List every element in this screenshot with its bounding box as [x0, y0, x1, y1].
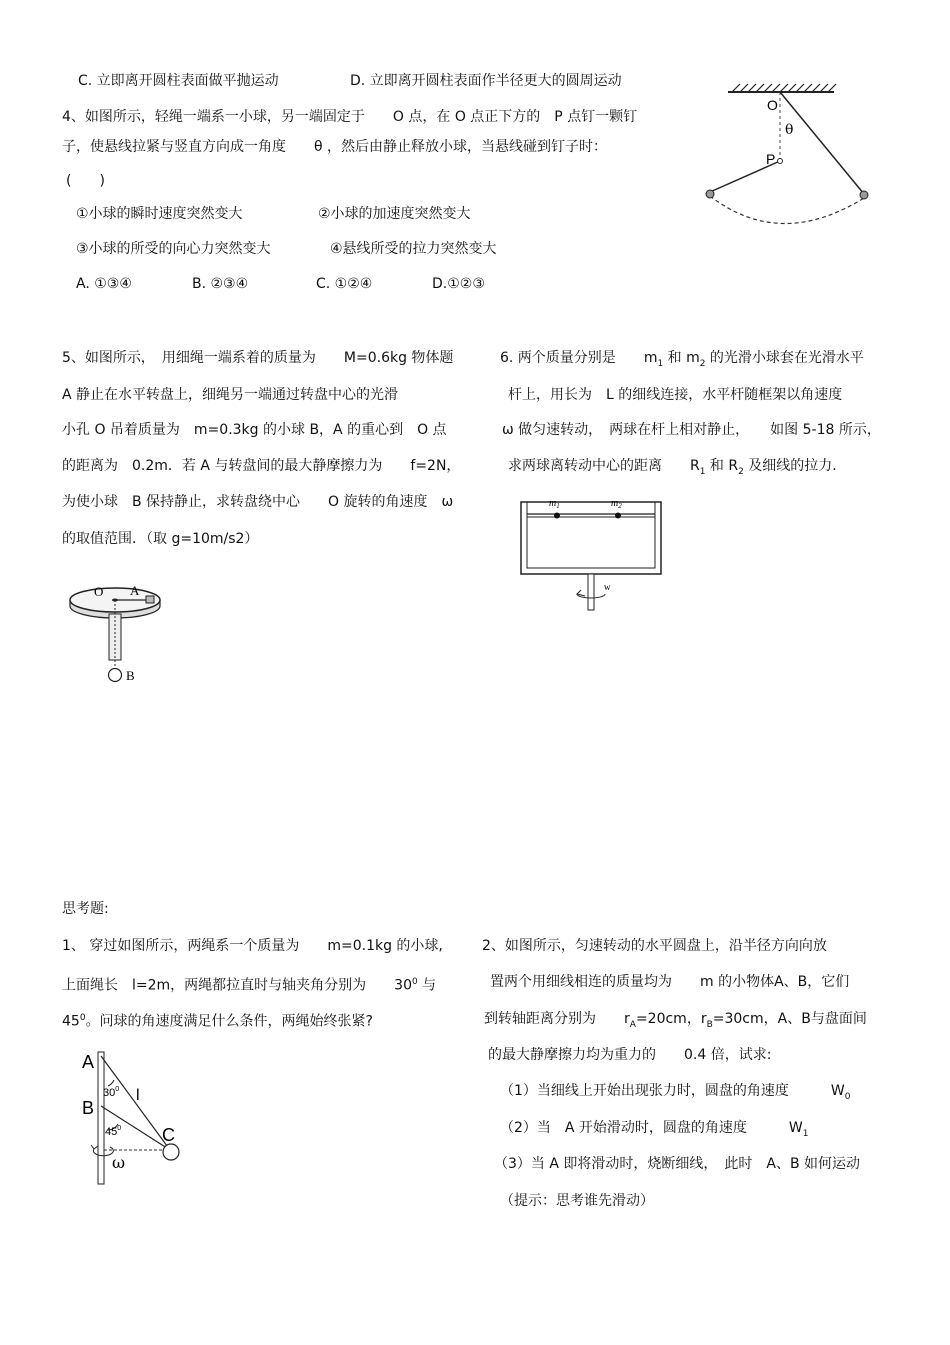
- q5-label-o: O: [94, 584, 104, 599]
- q5-line5: 为使小球 B 保持静止，求转盘绕中心 O 旋转的角速度 ω: [62, 494, 454, 510]
- q4-nail-p: [778, 159, 783, 164]
- q4-option-b: B. ②③④: [192, 276, 249, 292]
- q5-label-a: A: [130, 583, 140, 598]
- q6-line4-end: 及细线的拉力.: [748, 458, 837, 474]
- t2-part1-text: （1）当细线上开始出现张力时，圆盘的角速度 W: [500, 1083, 845, 1099]
- q5-line4: 的距离为 0.2m．若 A 与转盘间的最大静摩擦力为 f=2N，: [62, 458, 461, 474]
- t2-part3: （3）当 A 即将滑动时，烧断细线， 此时 A、B 如何运动: [494, 1156, 861, 1172]
- t2-line2: 置两个用细线相连的质量均为 m 的小物体A、B，它们: [490, 974, 850, 990]
- t2-line3-mid: =20cm，r: [635, 1011, 707, 1027]
- q6-fig-m1-sub: 1: [556, 502, 560, 510]
- q4-statement-1: ①小球的瞬时速度突然变大: [76, 206, 243, 222]
- q6-ball-m1: [554, 513, 560, 519]
- t1-label-30: [103, 1086, 119, 1099]
- q6-r1-sub: 1: [699, 466, 706, 477]
- q6-line1-end: 的光滑小球套在光滑水平: [709, 350, 864, 366]
- q6-m2: m: [686, 350, 700, 366]
- q4-option-c: C. ①②④: [316, 276, 373, 292]
- t2-hint: （提示：思考谁先滑动）: [500, 1193, 654, 1209]
- q3-option-c: C. 立即离开圆柱表面做平抛运动: [78, 73, 279, 89]
- q4-label-p: P: [766, 151, 776, 167]
- t2-line3: [484, 1009, 867, 1035]
- q4-option-a: A. ①③④: [76, 276, 132, 292]
- q4-statement-2: ②小球的加速度突然变大: [318, 206, 471, 222]
- t2-line3-end: =30cm，A、B与盘面间: [712, 1011, 867, 1027]
- q6-ball-m2: [615, 513, 621, 519]
- t1-fig-30-deg: 0: [115, 1086, 120, 1093]
- q6-and: 和: [667, 350, 682, 366]
- t1-label-omega: ω: [112, 1153, 126, 1172]
- t1-line3-num: 45: [62, 1013, 80, 1030]
- q6-frame-figure: [515, 492, 665, 617]
- q4-answer-paren: ( ): [66, 173, 105, 189]
- q6-line2: 杆上，用长为 L 的细线连接，水平杆随框架以角速度: [508, 387, 843, 403]
- t2-line3-start: 到转轴距离分别为 r: [484, 1011, 630, 1027]
- t2-line1: 2、如图所示，匀速转动的水平圆盘上，沿半径方向向放: [482, 938, 827, 954]
- t2-sub-b: B: [706, 1019, 713, 1030]
- t1-line3-end: 。问球的角速度满足什么条件，两绳始终张紧?: [85, 1013, 373, 1030]
- t2-part2-text: （2）当 A 开始滑动时，圆盘的角速度 W: [500, 1120, 803, 1136]
- t1-label-c: C: [162, 1125, 175, 1145]
- thinking-heading: 思考题:: [62, 901, 109, 917]
- q5-line1: 5、如图所示， 用细绳一端系着的质量为 M=0.6kg 物体题: [62, 350, 454, 366]
- q6-r2: R: [728, 458, 739, 474]
- q6-m2-sub: 2: [699, 358, 706, 369]
- q5-ball-b: [109, 669, 122, 682]
- t1-degree-sup: 0: [411, 977, 418, 987]
- q4-text-line2: 子，使悬线拉紧与竖直方向成一角度 θ ，然后由静止释放小球，当悬线碰到钉子时：: [62, 139, 608, 155]
- t2-part2-sub: 1: [802, 1128, 809, 1139]
- q4-statement-4: ④悬线所受的拉力突然变大: [330, 241, 497, 257]
- t1-line2-end: 与: [422, 977, 437, 994]
- t2-part1: [500, 1081, 850, 1107]
- t2-line4: 的最大静摩擦力均为重力的 0.4 倍，试求:: [488, 1047, 772, 1063]
- t1-label-l: l: [136, 1087, 140, 1104]
- q5-line6: 的取值范围．（取 g=10m/s2）: [62, 531, 259, 547]
- t1-fig-45-deg: 0: [117, 1125, 122, 1132]
- q5-turntable-figure: [66, 578, 176, 688]
- t1-line3: [62, 1008, 373, 1032]
- q4-statement-3: ③小球的所受的向心力突然变大: [76, 241, 271, 257]
- q6-line1-start: 6. 两个质量分别是: [500, 350, 616, 366]
- q4-text-line1: 4、如图所示，轻绳一端系一小球，另一端固定于 O 点，在 O 点正下方的 P 点钉一颗钉: [62, 109, 638, 125]
- q4-ball-left: [706, 190, 714, 198]
- t2-part2: [500, 1118, 809, 1144]
- q6-fig-m2-sub: 2: [618, 502, 622, 510]
- t1-axis-figure: [78, 1050, 198, 1190]
- q4-pendulum-figure: [700, 82, 880, 232]
- q5-label-b: B: [126, 668, 135, 683]
- q6-line4: [508, 456, 837, 482]
- t1-line2-start: 上面绳长 l=2m，两绳都拉直时与轴夹角分别为 30: [62, 977, 412, 994]
- t1-label-45: [105, 1125, 121, 1138]
- t2-sub-a: A: [629, 1019, 636, 1030]
- t1-line1: 1、 穿过如图所示，两绳系一个质量为 m=0.1kg 的小球,: [62, 938, 443, 954]
- q6-line3: ω 做匀速转动， 两球在杆上相对静止， 如图 5-18 所示，: [502, 422, 881, 438]
- q6-label-m2: [611, 498, 622, 510]
- q6-r2-sub: 2: [738, 466, 744, 477]
- q5-block-a: [146, 596, 154, 603]
- t1-line2: [62, 972, 436, 996]
- q6-m1-sub: 1: [657, 358, 664, 369]
- t1-label-b: B: [82, 1098, 95, 1118]
- q4-label-theta: θ: [785, 122, 794, 138]
- q6-line4-start: 求两球离转动中心的距离 R: [508, 458, 700, 474]
- t2-part1-sub: 0: [844, 1091, 851, 1102]
- q6-m1: m: [643, 350, 658, 366]
- q5-line2: A 静止在水平转盘上，细绳另一端通过转盘中心的光滑: [62, 387, 399, 403]
- q6-and-2: 和: [709, 458, 724, 474]
- q6-fig-m1: m: [549, 498, 557, 509]
- t1-fig-30: 30: [103, 1087, 116, 1099]
- q4-option-d: D.①②③: [432, 276, 485, 292]
- t1-label-a: A: [82, 1052, 95, 1072]
- q3-option-d: D. 立即离开圆柱表面作半径更大的圆周运动: [350, 73, 622, 89]
- q4-ball-right: [860, 191, 868, 199]
- q6-label-w: w: [604, 582, 611, 592]
- q6-line1: [500, 348, 864, 374]
- q6-fig-m2: m: [611, 498, 619, 509]
- t1-fig-45: 45: [105, 1126, 118, 1138]
- q6-label-m1: [549, 498, 560, 510]
- q4-label-o: O: [767, 97, 778, 113]
- t1-degree-sup-2: 0: [79, 1013, 86, 1023]
- q5-line3: 小孔 O 吊着质量为 m=0.3kg 的小球 B，A 的重心到 O 点: [62, 422, 447, 438]
- t1-ball-c: [163, 1144, 179, 1160]
